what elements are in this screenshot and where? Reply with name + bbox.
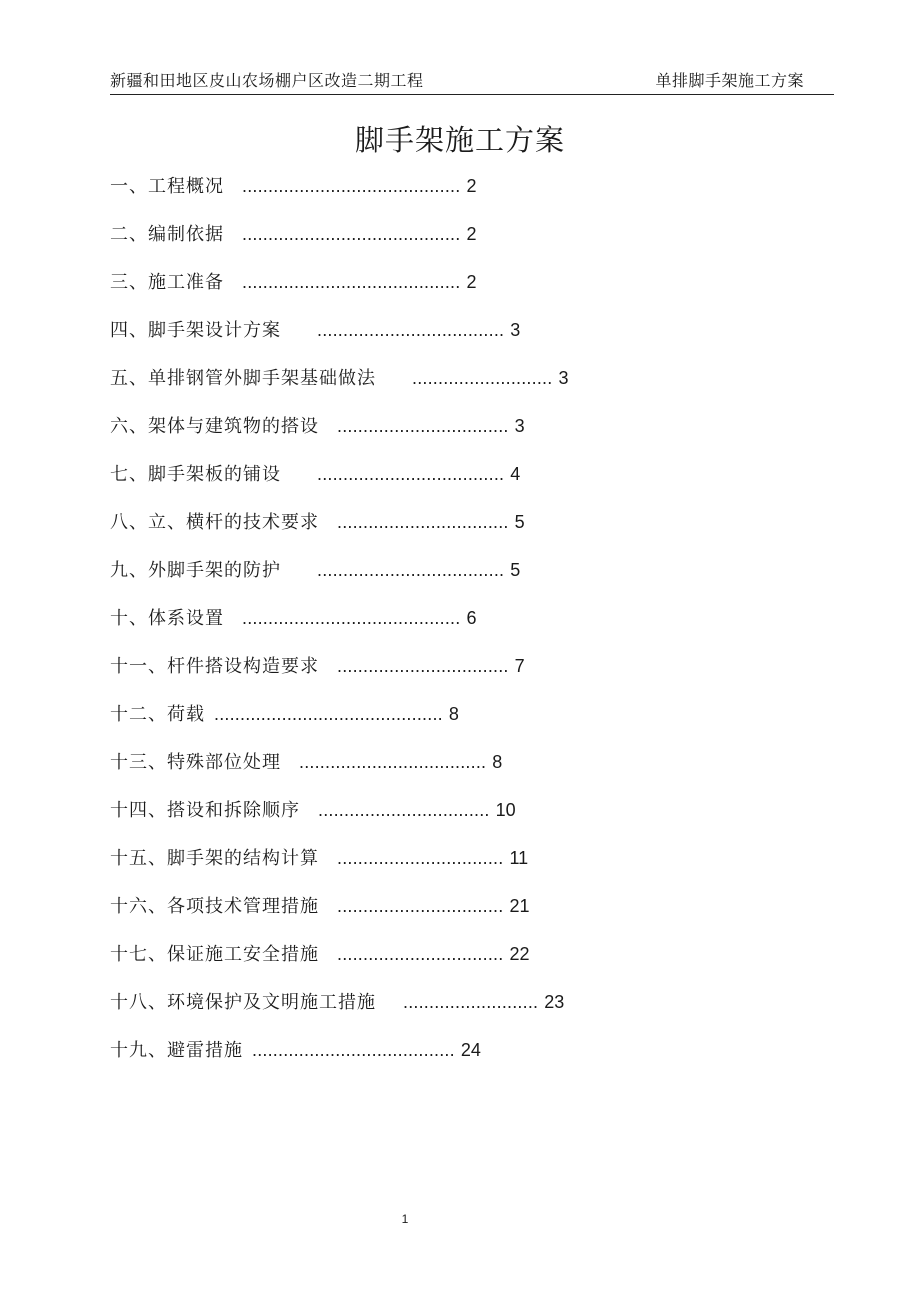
toc-item-page: 4 [510, 464, 521, 484]
toc-item[interactable] [110, 218, 830, 266]
toc-item-label: 十八、环境保护及文明施工措施 [110, 992, 376, 1013]
toc-item[interactable] [110, 938, 830, 986]
toc-item-page: 3 [510, 320, 521, 340]
toc-item-page: 21 [509, 896, 530, 916]
page-header [110, 66, 834, 95]
toc-item-leader: ........................... [412, 368, 553, 388]
toc-item-leader: ................................ [337, 944, 504, 964]
toc-item-label: 六、架体与建筑物的搭设 [110, 416, 319, 437]
table-of-contents [110, 170, 830, 1082]
toc-item-page: 3 [514, 416, 525, 436]
toc-item-label: 四、脚手架设计方案 [110, 320, 281, 341]
toc-item[interactable] [110, 554, 830, 602]
toc-item-label: 十九、避雷措施 [110, 1040, 243, 1061]
toc-item-leader: ................................ [337, 896, 504, 916]
toc-item-label: 八、立、横杆的技术要求 [110, 512, 319, 533]
toc-item-page: 6 [466, 608, 477, 628]
toc-item[interactable] [110, 506, 830, 554]
toc-item-leader: ............................................ [214, 704, 443, 724]
toc-item-leader: .......................................... [242, 176, 461, 196]
toc-item-label: 十七、保证施工安全措施 [110, 944, 319, 965]
toc-item[interactable] [110, 362, 830, 410]
toc-item-leader: .................................... [317, 320, 505, 340]
toc-item-label: 十三、特殊部位处理 [110, 752, 281, 773]
page-title: 脚手架施工方案 [354, 123, 565, 157]
toc-item[interactable] [110, 602, 830, 650]
header-project-name: 新疆和田地区皮山农场棚户区改造二期工程 [110, 71, 424, 90]
toc-item-page: 22 [509, 944, 530, 964]
toc-item-page: 2 [466, 272, 477, 292]
toc-item-label: 十五、脚手架的结构计算 [110, 848, 319, 869]
toc-item-page: 24 [460, 1040, 481, 1060]
toc-item-label: 七、脚手架板的铺设 [110, 464, 281, 485]
toc-item-label: 五、单排钢管外脚手架基础做法 [110, 368, 376, 389]
toc-item-leader: .................................... [317, 464, 505, 484]
toc-item-leader: .................................... [317, 560, 505, 580]
toc-item[interactable] [110, 698, 830, 746]
toc-item-label: 一、工程概况 [110, 176, 224, 197]
toc-item[interactable] [110, 890, 830, 938]
toc-item-label: 十六、各项技术管理措施 [110, 896, 319, 917]
toc-item-page: 2 [466, 176, 477, 196]
toc-item[interactable] [110, 266, 830, 314]
toc-item-label: 十二、荷载 [110, 704, 205, 725]
toc-item-leader: .......................................... [242, 608, 461, 628]
toc-item[interactable] [110, 794, 830, 842]
toc-item-page: 8 [492, 752, 503, 772]
toc-item[interactable] [110, 1034, 830, 1082]
toc-item[interactable] [110, 314, 830, 362]
toc-item-leader: .......................................... [242, 272, 461, 292]
page-number: 1 [401, 1212, 409, 1226]
toc-item-page: 8 [448, 704, 459, 724]
toc-item-page: 11 [509, 848, 529, 868]
toc-item[interactable] [110, 986, 830, 1034]
toc-item-page: 10 [495, 800, 516, 820]
toc-item-label: 十、体系设置 [110, 608, 224, 629]
toc-item-page: 23 [544, 992, 565, 1012]
toc-item-leader: .................................... [299, 752, 487, 772]
toc-item-page: 2 [466, 224, 477, 244]
toc-item-leader: ................................ [337, 848, 504, 868]
toc-item[interactable] [110, 458, 830, 506]
toc-item[interactable] [110, 650, 830, 698]
toc-item-page: 3 [558, 368, 569, 388]
toc-item[interactable] [110, 410, 830, 458]
toc-item[interactable] [110, 170, 830, 218]
toc-item-leader: .......................... [403, 992, 539, 1012]
header-document-name: 单排脚手架施工方案 [655, 71, 804, 90]
toc-item-leader: ................................. [337, 656, 509, 676]
toc-item-leader: .......................................... [242, 224, 461, 244]
toc-item[interactable] [110, 746, 830, 794]
toc-item-leader: ................................. [318, 800, 490, 820]
toc-item-label: 九、外脚手架的防护 [110, 560, 281, 581]
toc-item[interactable] [110, 842, 830, 890]
toc-item-label: 二、编制依据 [110, 224, 224, 245]
toc-item-label: 十一、杆件搭设构造要求 [110, 656, 319, 677]
toc-item-leader: ................................. [337, 416, 509, 436]
toc-item-label: 三、施工准备 [110, 272, 224, 293]
toc-item-page: 5 [510, 560, 521, 580]
toc-item-page: 7 [514, 656, 525, 676]
toc-item-leader: ................................. [337, 512, 509, 532]
toc-item-leader: ....................................... [252, 1040, 455, 1060]
toc-item-label: 十四、搭设和拆除顺序 [110, 800, 300, 821]
toc-item-page: 5 [514, 512, 525, 532]
